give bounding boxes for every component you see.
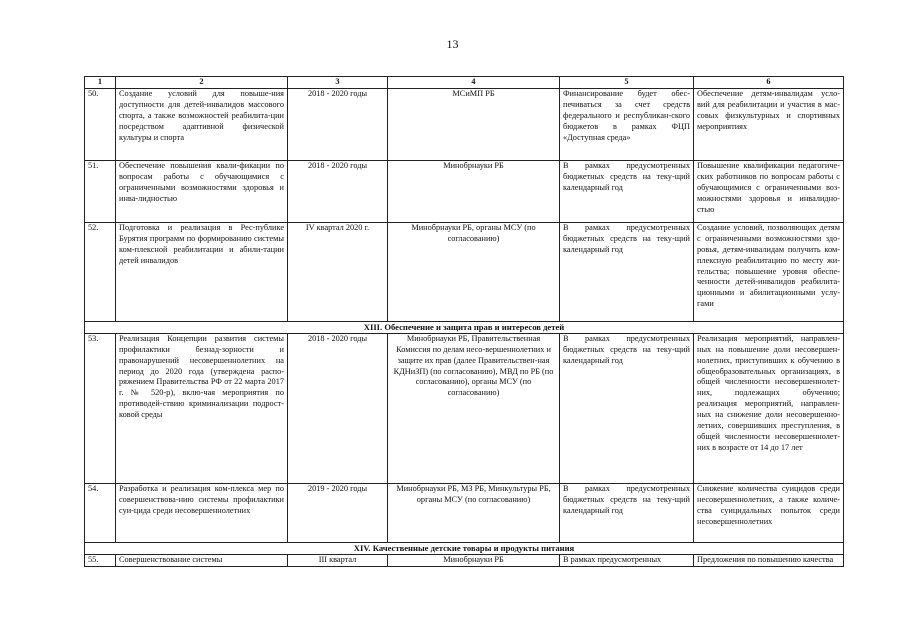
row-number: 52. xyxy=(85,222,116,321)
result-cell: Обеспечение детям-инвалидам усло-вий для реабилитации и участия в мас-совых физкультурных и спортивных мероприятиях xyxy=(694,88,844,160)
measure-cell: Создание условий для повыше-ния доступности для детей-инвалидов массового спорта, а также возможностей реабилита-ции посредством адаптивной физической культуры и спорта xyxy=(116,88,288,160)
financing-cell: В рамках предусмотренных xyxy=(560,554,694,566)
row-number: 55. xyxy=(85,554,116,566)
financing-cell: В рамках предусмотренных бюджетных средств на теку-щий календарный год xyxy=(560,222,694,321)
section-title: XIV. Качественные детские товары и продукты питания xyxy=(85,542,844,554)
column-header: 5 xyxy=(560,77,694,89)
period-cell: III квартал xyxy=(288,554,388,566)
measure-cell: Реализация Концепции развития системы профилактики безнад-зорности и правонарушений несовершеннолетних на период до 2020 года (утверждена распо-ряжением Правительства РФ от 22 марта 2017 г. № 520-р), вклю-чая мероприятия по противодей-ствию криминализации подрост-ковой среды xyxy=(116,333,288,483)
table-row xyxy=(85,554,844,566)
table-row xyxy=(85,222,844,321)
period-cell: IV квартал 2020 г. xyxy=(288,222,388,321)
financing-cell: В рамках предусмотренных бюджетных средств на теку-щий календарный год xyxy=(560,483,694,542)
section-row xyxy=(85,542,844,554)
page-number: 13 xyxy=(446,37,459,51)
result-cell: Снижение количества суицидов среди несовершеннолетних, а также количе-ства суицидальных попыток среди несовершеннолетних xyxy=(694,483,844,542)
result-cell: Реализация мероприятий, направлен-ных на повышение доли несовершен-нолетних, приступивших к обучению в общеобразовательных организациях, в общей численности несовершеннолет-них, подлежащих обучению; реализация мероприятий, направлен-ных на снижение доли несовершенно-летних, совершивших преступления, в общей численности несовершеннолет-них в возрасте от 14 до 17 лет xyxy=(694,333,844,483)
table-row xyxy=(85,160,844,222)
result-cell: Предложения по повышению качества xyxy=(694,554,844,566)
financing-cell: Финансирование будет обес-печиваться за счет средств федерального и республикан-ского бюджетов в рамках ФЦП «Доступная среда» xyxy=(560,88,694,160)
executor-cell: Минобрнауки РБ, Правительственная Комиссия по делам несо-вершеннолетних и защите их прав (далее Правительствен-ная КДНиЗП) (по согласованию), МВД по РБ (по согласованию), органы МСУ (по согласованию) xyxy=(388,333,560,483)
period-cell: 2018 - 2020 годы xyxy=(288,333,388,483)
period-cell: 2018 - 2020 годы xyxy=(288,160,388,222)
row-number: 51. xyxy=(85,160,116,222)
section-title: XIII. Обеспечение и защита прав и интересов детей xyxy=(85,321,844,333)
financing-cell: В рамках предусмотренных бюджетных средств на теку-щий календарный год xyxy=(560,160,694,222)
table-row xyxy=(85,483,844,542)
row-number: 54. xyxy=(85,483,116,542)
column-header: 4 xyxy=(388,77,560,89)
table-row xyxy=(85,88,844,160)
row-number: 53. xyxy=(85,333,116,483)
column-header: 1 xyxy=(85,77,116,89)
result-cell: Повышение квалификации педагогиче-ских работников по вопросам работы с обучающимися с ограниченными воз-можностями здоровья и инвалидно-стью xyxy=(694,160,844,222)
column-number-row xyxy=(85,77,844,89)
financing-cell: В рамках предусмотренных бюджетных средств на теку-щий календарный год xyxy=(560,333,694,483)
measure-cell: Разработка и реализация ком-плекса мер по совершенствова-нию системы профилактики суи-цида среди несовершеннолетних xyxy=(116,483,288,542)
executor-cell: Минобрнауки РБ xyxy=(388,554,560,566)
column-header: 3 xyxy=(288,77,388,89)
plan-table xyxy=(84,76,844,567)
column-header: 6 xyxy=(694,77,844,89)
executor-cell: Минобрнауки РБ, органы МСУ (по согласованию) xyxy=(388,222,560,321)
section-row xyxy=(85,321,844,333)
measure-cell: Обеспечение повышения квали-фикации по вопросам работы с обучающимися с ограниченными возможностями здоровья и инва-лидностью xyxy=(116,160,288,222)
result-cell: Создание условий, позволяющих детям с ограниченными возможностями здо-ровья, детям-инвалидам получить ком-плексную реабилитацию по месту жи-тельства; повышение уровня обеспе-ченности детей-инвалидов реабилита-ционными и абилитационными услу-гами xyxy=(694,222,844,321)
period-cell: 2019 - 2020 годы xyxy=(288,483,388,542)
period-cell: 2018 - 2020 годы xyxy=(288,88,388,160)
measure-cell: Совершенствование системы xyxy=(116,554,288,566)
row-number: 50. xyxy=(85,88,116,160)
table-row xyxy=(85,333,844,483)
column-header: 2 xyxy=(116,77,288,89)
executor-cell: Минобрнауки РБ, МЗ РБ, Минкультуры РБ, органы МСУ (по согласованию) xyxy=(388,483,560,542)
executor-cell: Минобрнауки РБ xyxy=(388,160,560,222)
measure-cell: Подготовка и реализация в Рес-публике Бурятия программ по формированию системы ком-плексной реабилитации и абили-тации детей инвалидов xyxy=(116,222,288,321)
executor-cell: МСиМП РБ xyxy=(388,88,560,160)
